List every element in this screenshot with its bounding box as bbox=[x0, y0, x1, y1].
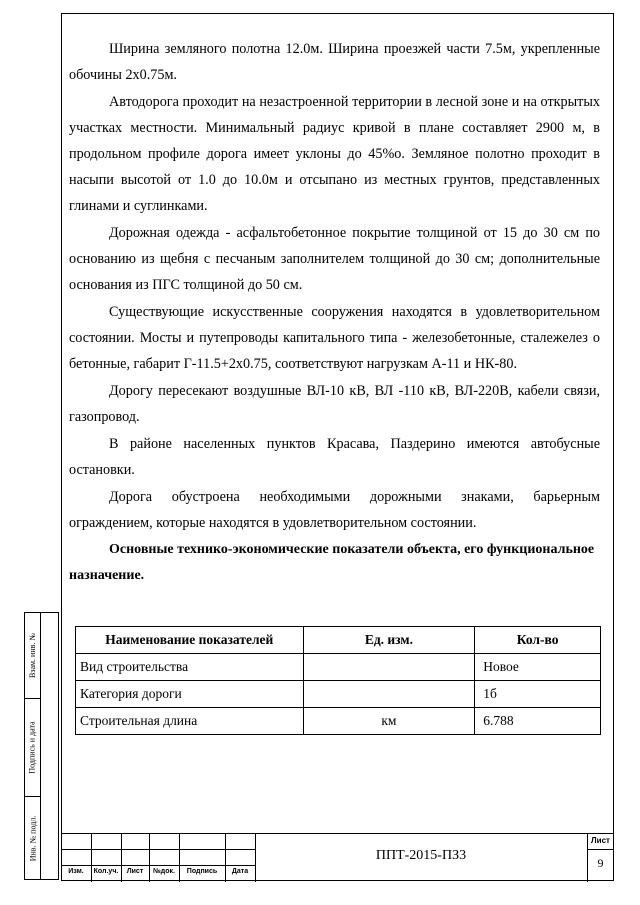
cell-unit bbox=[303, 681, 475, 708]
tb-divider bbox=[587, 849, 614, 850]
side-cell-original-inv bbox=[25, 797, 41, 879]
tb-label-count: Кол.уч. bbox=[93, 868, 119, 875]
cell-unit bbox=[303, 654, 475, 681]
side-label: Взам. инв. № bbox=[28, 632, 37, 679]
cell-quantity: 1б bbox=[475, 681, 601, 708]
cell-unit: км bbox=[303, 708, 475, 735]
tb-label-sheet: Лист bbox=[126, 868, 144, 875]
cell-quantity: Новое bbox=[475, 654, 601, 681]
section-heading: Основные технико-экономические показатели объекта, его функциональное назначение. bbox=[69, 542, 595, 583]
paragraph-signs: Дорога обустроена необходимыми дорожными знаками, барьерным ограждением, которые находятся в удовлетворительном состоянии. bbox=[69, 489, 600, 531]
table-header-row bbox=[76, 627, 601, 654]
cell-indicator: Строительная длина bbox=[76, 708, 304, 735]
table-row bbox=[76, 681, 601, 708]
side-label: Подпись и дата bbox=[28, 721, 37, 774]
paragraph-structures: Существующие искусственные сооружения находятся в удовлетворительном состоянии. Мосты и путепроводы капитального типа - железобетонные, сталежелез о бетонные, габарит Г-11.5+2х0.75, соответствуют нагрузкам А-11 и НК-80. bbox=[69, 304, 600, 372]
table-row bbox=[76, 654, 601, 681]
cell-indicator: Категория дороги bbox=[76, 681, 304, 708]
indicators-table bbox=[75, 626, 601, 735]
tb-label-doc-no: №док. bbox=[153, 868, 175, 875]
tb-divider bbox=[255, 834, 256, 882]
tb-label-date: Дата bbox=[231, 868, 249, 875]
document-body bbox=[69, 36, 600, 589]
tb-divider bbox=[61, 849, 255, 850]
paragraph-roadbed: Ширина земляного полотна 12.0м. Ширина проезжей части 7.5м, укрепленные обочины 2х0.75м. bbox=[69, 41, 600, 83]
paragraph-bus-stops: В районе населенных пунктов Красава, Паздерино имеются автобусные остановки. bbox=[69, 436, 600, 478]
paragraph-route: Автодорога проходит на незастроенной территории в лесной зоне и на открытых участках местности. Минимальный радиус кривой в плане составляет 2900 м, в продольном профиле дорога имеет уклоны до 45%о. Земляное полотно проходит в насыпи высотой от 1.0 до 10.0м и отсыпано из местных грунтов, представленных глинами и суглинками. bbox=[69, 94, 600, 214]
sheet-number: 9 bbox=[597, 856, 604, 870]
paragraph-utilities: Дорогу пересекают воздушные ВЛ-10 кВ, ВЛ -110 кВ, ВЛ-220В, кабели связи, газопровод. bbox=[69, 383, 600, 425]
side-cell-signature-date bbox=[25, 699, 41, 797]
paragraph-pavement: Дорожная одежда - асфальтобетонное покрытие толщиной от 15 до 30 см по основанию из щебня с песчаным заполнителем толщиной до 30 см; дополнительные основания из ПГС толщиной до 50 см. bbox=[69, 225, 600, 293]
title-block bbox=[61, 833, 614, 882]
table-row bbox=[76, 708, 601, 735]
side-stamp bbox=[24, 612, 59, 880]
side-label: Инв. № подл. bbox=[28, 815, 37, 861]
cell-indicator: Вид строительства bbox=[76, 654, 304, 681]
cell-quantity: 6.788 bbox=[475, 708, 601, 735]
tb-divider bbox=[61, 865, 255, 866]
tb-label-signature: Подпись bbox=[186, 868, 218, 875]
sheet-label: Лист bbox=[591, 836, 610, 845]
document-code: ППТ-2015-ПЗ3 bbox=[375, 848, 467, 863]
header-unit: Ед. изм. bbox=[303, 627, 475, 654]
tb-label-change: Изм. bbox=[68, 868, 84, 875]
header-indicator: Наименование показателей bbox=[76, 627, 304, 654]
side-cell-replace-inv bbox=[25, 613, 41, 699]
header-quantity: Кол-во bbox=[475, 627, 601, 654]
